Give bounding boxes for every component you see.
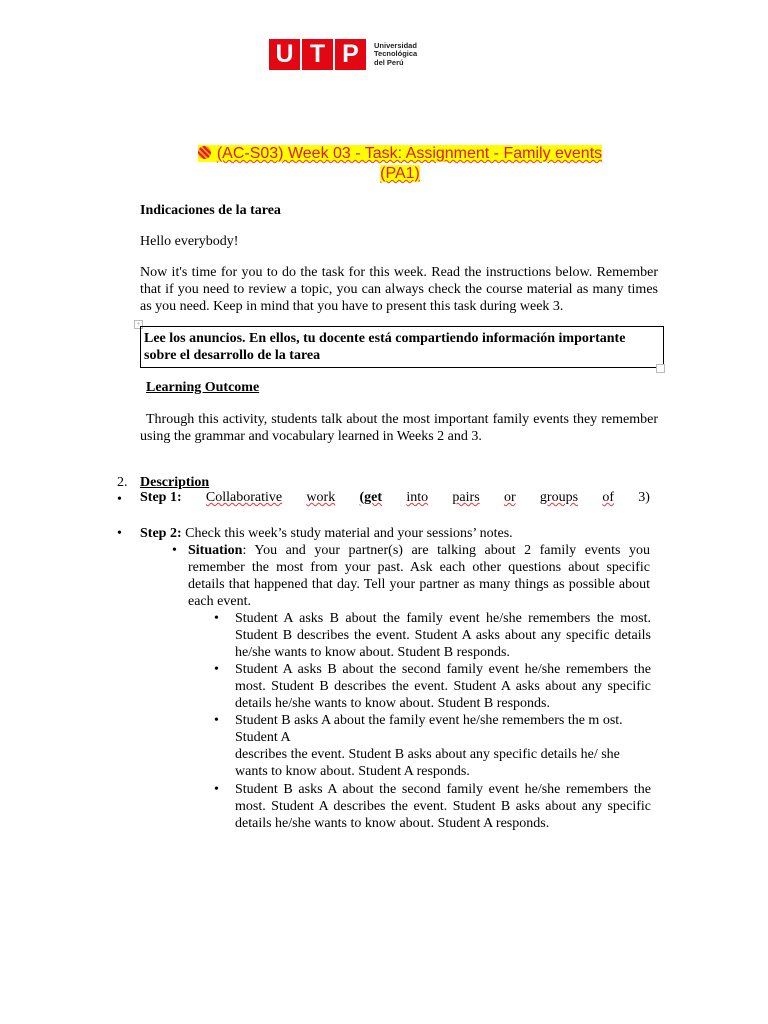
step-1-word: Collaborative	[205, 490, 283, 505]
learning-outcome-text: Through this activity, students talk about the most important family events they remember using the grammar and vocabulary learned in Weeks 2 and 3.	[140, 412, 658, 444]
bullet-icon: •	[214, 713, 219, 728]
logo-letter-t: T	[302, 39, 333, 70]
sub-bullet-3: Student B asks A about the family event he/she remembers the m ost. Student A	[235, 713, 623, 745]
logo-letter-p: P	[335, 39, 366, 70]
step-1-word: (get	[359, 490, 383, 505]
step-1-word: of	[602, 490, 614, 505]
intro-paragraph: Now it's time for you to do the task for this week. Read the instructions below. Remember that if you need to review a topic, you can always check the course material as many times as you need. Keep in mind that you have to present this task during week 3.	[140, 265, 658, 314]
bullet-icon: •	[172, 543, 177, 558]
sub-bullet-4: Student B asks A about the second family event he/she remembers the most. Student A describes the event. Student B asks about any specific details he/she wants to know about. Student A responds.	[235, 782, 651, 831]
title-line-1: (AC-S03) Week 03 - Task: Assignment - Family events	[216, 145, 603, 162]
logo-letter-u: U	[269, 39, 300, 70]
bullet-icon: •	[214, 782, 219, 797]
table-resize-handle-icon[interactable]	[656, 364, 665, 373]
bullet-icon: •	[117, 492, 122, 507]
bullet-icon: •	[117, 526, 122, 541]
step-2-text: Check this week’s study material and your sessions’ notes.	[185, 526, 513, 541]
step-2-line	[140, 525, 658, 542]
page-title	[140, 144, 660, 184]
step-1-word: or	[503, 490, 516, 505]
learning-outcome-heading: Learning Outcome	[146, 380, 260, 395]
situation-text: : You and your partner(s) are talking about 2 family events you remember the most from your past. Ask each other questions about specific details that happened that day. Tell your partner as many things as possible about each event.	[188, 543, 650, 609]
indicaciones-heading: Indicaciones de la tarea	[140, 203, 281, 218]
logo-university-name: Universidad Tecnológica del Perú	[374, 40, 418, 67]
title-line-2: (PA1)	[380, 165, 420, 182]
situation-label: Situation	[188, 543, 243, 558]
step-1-label: Step 1:	[140, 490, 182, 505]
table-move-handle-icon[interactable]: +	[134, 320, 143, 329]
step-1-word: groups	[539, 490, 579, 505]
description-number: 2.	[117, 475, 128, 490]
description-heading: Description	[140, 475, 210, 490]
task-dot-icon	[198, 146, 211, 159]
utp-logo	[269, 39, 417, 70]
step-1-word: work	[306, 490, 336, 505]
step-1-line	[140, 490, 650, 506]
sub-bullet-1: Student A asks B about the family event he/she remembers the most. Student B describes the event. Student A asks about any specific details he/she wants to know about. Student B responds.	[235, 611, 651, 660]
bullet-icon: •	[214, 611, 219, 626]
sub-bullet-3-continuation: describes the event. Student B asks about any specific details he/ she wants to know about. Student A responds.	[235, 747, 620, 779]
step-2-label: Step 2:	[140, 526, 182, 541]
step-1-word: 3)	[638, 490, 650, 505]
sub-bullet-2: Student A asks B about the second family event he/she remembers the most. Student B describes the event. Student A asks about any specific details he/she wants to know about. Student B responds.	[235, 662, 651, 711]
notice-box: Lee los anuncios. En ellos, tu docente está compartiendo información importante sobre el desarrollo de la tarea	[140, 326, 664, 368]
situation-paragraph	[188, 542, 650, 610]
step-1-word: into	[406, 490, 429, 505]
step-1-word: pairs	[452, 490, 480, 505]
bullet-icon: •	[214, 662, 219, 677]
greeting-text: Hello everybody!	[140, 234, 239, 249]
